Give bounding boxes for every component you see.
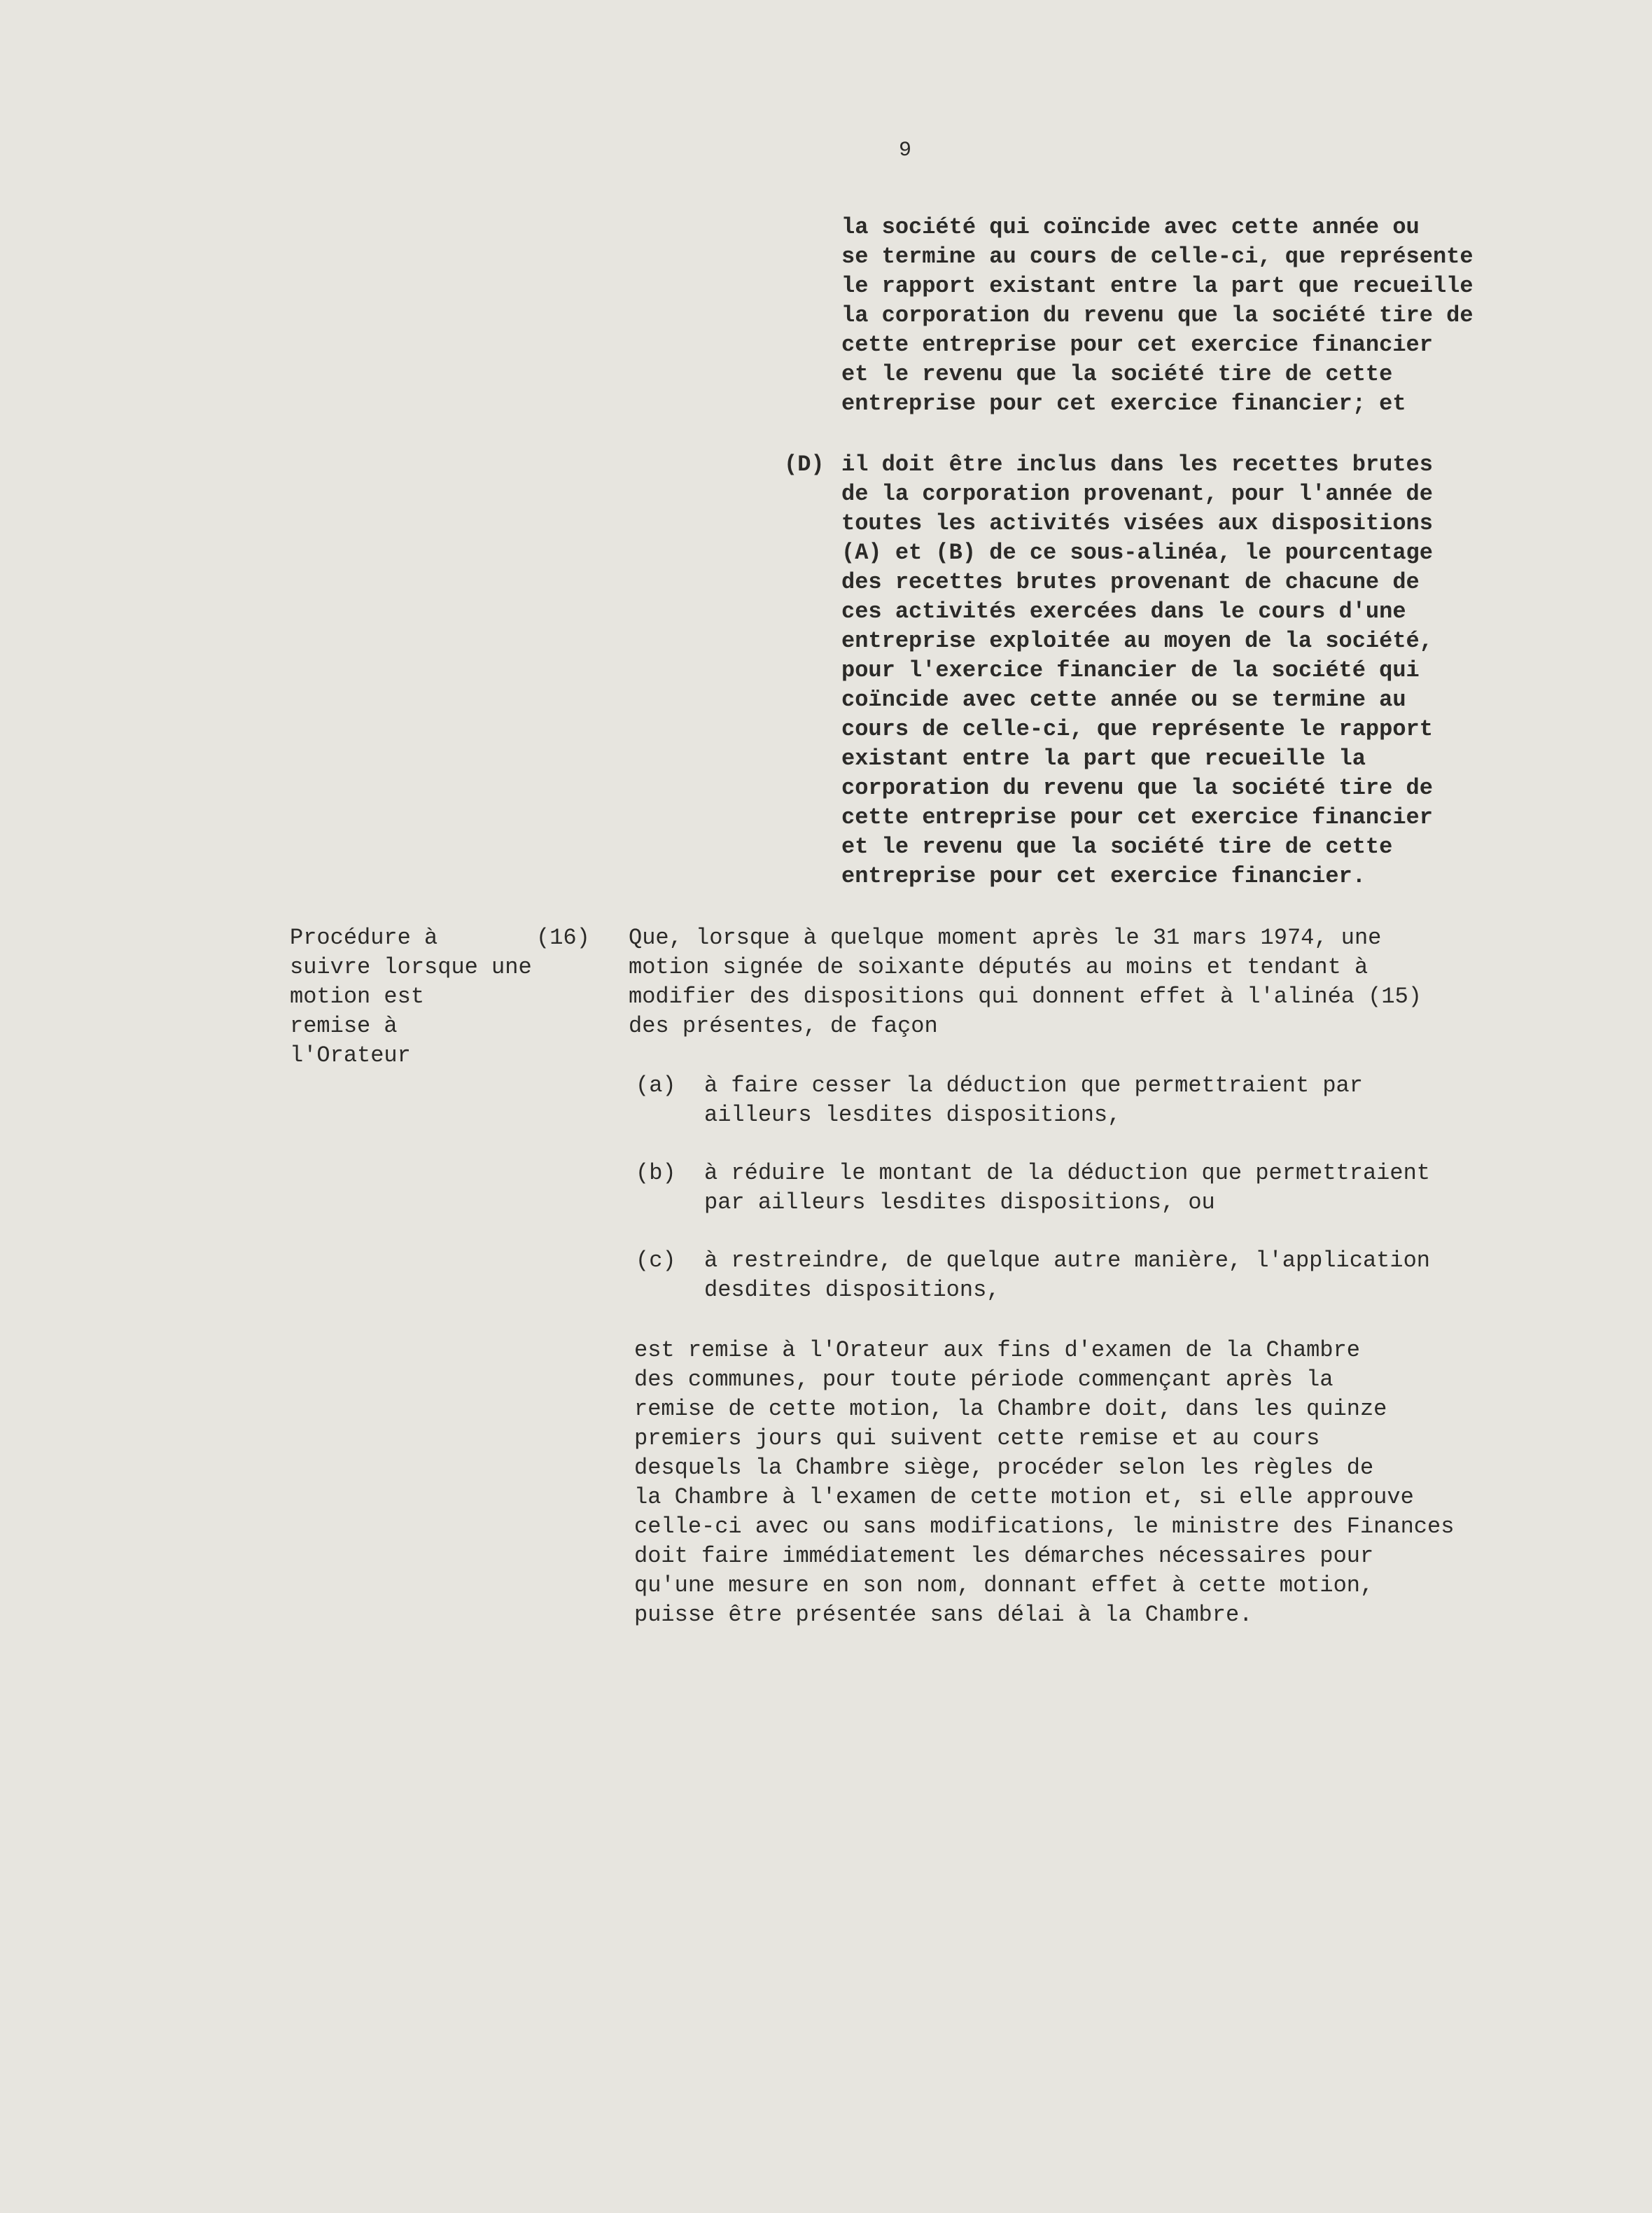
text-line: est remise à l'Orateur aux fins d'examen de la Chambre: [634, 1337, 1360, 1363]
margin-note-line: remise à: [290, 1013, 398, 1039]
text-line: entreprise exploitée au moyen de la société,: [841, 628, 1433, 654]
text-line: à réduire le montant de la déduction que permettraient: [704, 1160, 1430, 1186]
text-line: et le revenu que la société tire de cette: [841, 361, 1393, 387]
text-line: modifier des dispositions qui donnent effet à l'alinéa (15): [629, 984, 1422, 1010]
text-line: Que, lorsque à quelque moment après le 31 mars 1974, une: [629, 925, 1382, 951]
margin-note-line: suivre lorsque une: [290, 954, 532, 980]
text-line: entreprise pour cet exercice financier; et: [841, 391, 1406, 417]
text-line: des recettes brutes provenant de chacune de: [841, 569, 1420, 595]
item-a-label: (a): [636, 1073, 676, 1098]
text-line: cette entreprise pour cet exercice financier: [841, 332, 1433, 358]
text-line: de la corporation provenant, pour l'année de: [841, 481, 1433, 507]
page-number: 9: [899, 139, 912, 162]
text-line: doit faire immédiatement les démarches nécessaires pour: [634, 1543, 1374, 1569]
text-line: qu'une mesure en son nom, donnant effet à cette motion,: [634, 1572, 1374, 1598]
text-line: ces activités exercées dans le cours d'une: [841, 599, 1406, 624]
text-line: pour l'exercice financier de la société qui: [841, 657, 1420, 683]
text-line: motion signée de soixante députés au moins et tendant à: [629, 954, 1368, 980]
margin-note-line: l'Orateur: [290, 1042, 411, 1068]
text-line: à faire cesser la déduction que permettraient par: [704, 1073, 1363, 1098]
text-line: la corporation du revenu que la société tire de: [841, 302, 1474, 328]
text-line: cours de celle-ci, que représente le rapport: [841, 716, 1433, 742]
text-line: coïncide avec cette année ou se termine au: [841, 687, 1406, 713]
text-line: par ailleurs lesdites dispositions, ou: [704, 1189, 1215, 1215]
text-line: corporation du revenu que la société tire de: [841, 775, 1433, 801]
text-line: toutes les activités visées aux dispositions: [841, 510, 1433, 536]
item-b-label: (b): [636, 1160, 676, 1186]
text-line: ailleurs lesdites dispositions,: [704, 1102, 1121, 1128]
text-line: celle-ci avec ou sans modifications, le ministre des Finances: [634, 1514, 1455, 1540]
text-line: la société qui coïncide avec cette année ou: [841, 214, 1420, 240]
text-line: des communes, pour toute période commençant après la: [634, 1367, 1334, 1392]
text-line: il doit être inclus dans les recettes brutes: [841, 452, 1433, 477]
text-line: la Chambre à l'examen de cette motion et, si elle approuve: [634, 1484, 1414, 1510]
text-line: desquels la Chambre siège, procéder selon les règles de: [634, 1455, 1374, 1481]
margin-note-line: Procédure à: [290, 925, 438, 951]
text-line: se termine au cours de celle-ci, que représente: [841, 244, 1474, 270]
text-line: à restreindre, de quelque autre manière, l'application: [704, 1248, 1430, 1273]
text-line: premiers jours qui suivent cette remise et au cours: [634, 1425, 1320, 1451]
text-line: et le revenu que la société tire de cette: [841, 834, 1393, 860]
text-line: remise de cette motion, la Chambre doit, dans les quinze: [634, 1396, 1387, 1422]
text-line: cette entreprise pour cet exercice financier: [841, 804, 1433, 830]
text-line: (A) et (B) de ce sous-alinéa, le pourcentage: [841, 540, 1433, 566]
item-c-label: (c): [636, 1248, 676, 1273]
margin-note-line: motion est: [290, 984, 425, 1010]
text-line: entreprise pour cet exercice financier.: [841, 863, 1366, 889]
clause-d-label: (D): [784, 452, 825, 477]
text-line: des présentes, de façon: [629, 1013, 938, 1039]
text-line: puisse être présentée sans délai à la Chambre.: [634, 1602, 1253, 1628]
text-line: desdites dispositions,: [704, 1277, 1000, 1303]
section-number: (16): [536, 925, 590, 951]
text-line: le rapport existant entre la part que recueille: [841, 273, 1474, 299]
text-line: existant entre la part que recueille la: [841, 746, 1366, 772]
